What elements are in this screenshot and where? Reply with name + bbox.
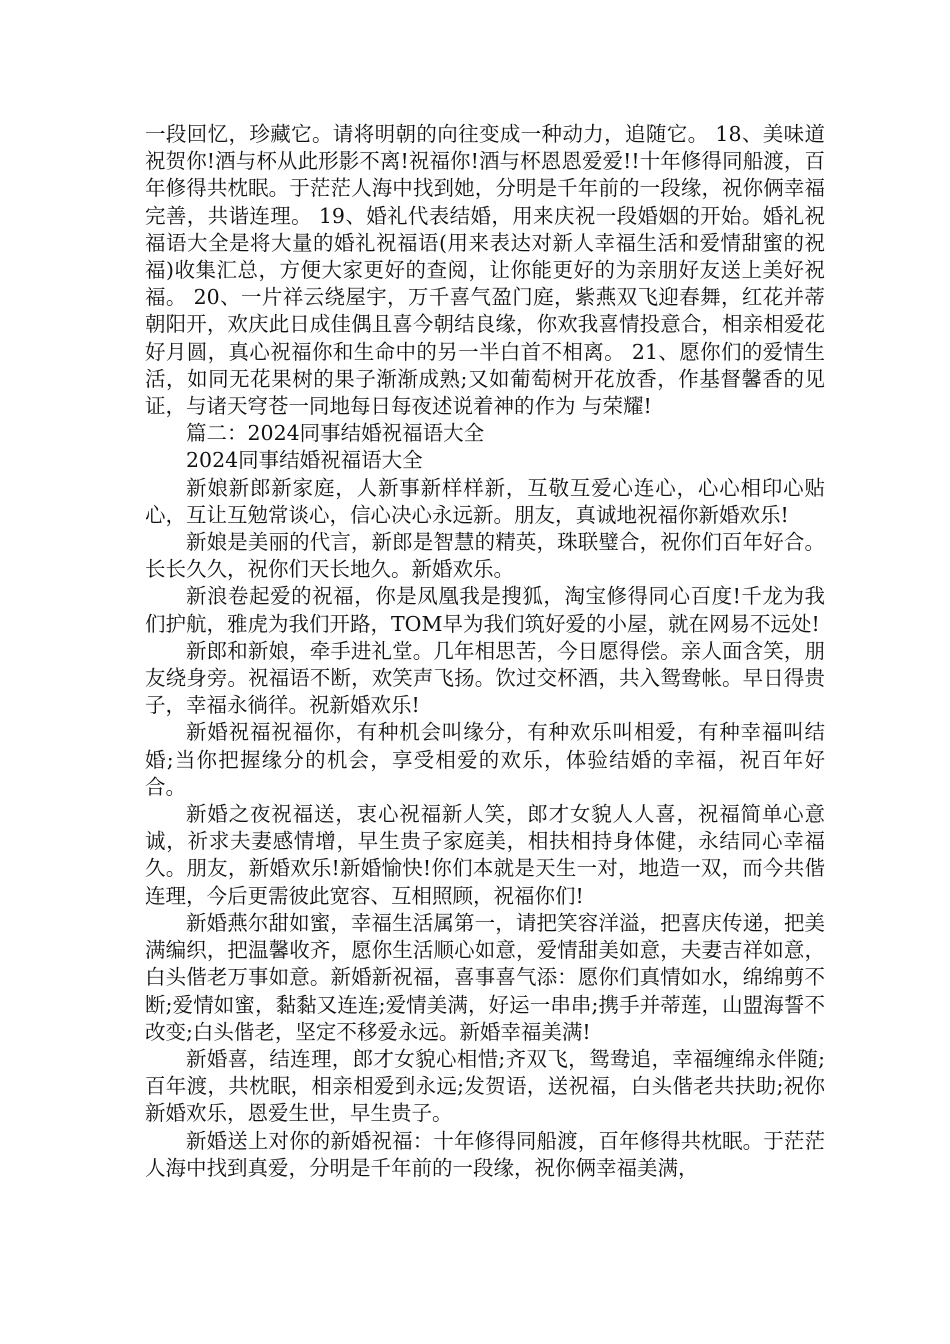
body-paragraph: 新婚祝福祝福你，有种机会叫缘分，有种欢乐叫相爱，有种幸福叫结婚;当你把握缘分的机会，享受相爱的欢乐，体验结婚的幸福，祝百年好合。 — [145, 720, 825, 799]
body-paragraph: 新婚喜，结连理，郎才女貌心相惜;齐双飞，鸳鸯追，幸福缠绵永伴随;百年渡，共枕眠，相亲相爱到永远;发贺语，送祝福，白头偕老共扶助;祝你新婚欢乐，恩爱生世，早生贵子。 — [145, 1046, 825, 1126]
body-paragraph: 新娘是美丽的代言，新郎是智慧的精英，珠联璧合，祝你们百年好合。长长久久，祝你们天长地久。新婚欢乐。 — [145, 530, 825, 582]
document-page — [145, 121, 825, 1182]
continuation-paragraph: 一段回忆，珍藏它。请将明朝的向往变成一种动力，追随它。 18、美味道祝贺你!酒与杯从此形影不离!祝福你!酒与杯恩恩爱爱!!十年修得同船渡，百年修得共枕眠。于茫茫人海中找到她，分明是千年前的一段缘，祝你俩幸福完善，共谐连理。 19、婚礼代表结婚，用来庆祝一段婚姻的开始。婚礼祝福语大全是将大量的婚礼祝福语(用来表达对新人幸福生活和爱情甜蜜的祝福)收集汇总，方便大家更好的查阅，让你能更好的为亲朋好友送上美好祝福。 20、一片祥云绕屋宇，万千喜气盈门庭，紫燕双飞迎春舞，红花并蒂朝阳开，欢庆此日成佳偶且喜今朝结良缘，你欢我喜情投意合，相亲相爱花好月圆，真心祝福你和生命中的另一半白首不相离。 21、愿你们的爱情生活，如同无花果树的果子渐渐成熟;又如葡萄树开花放香，作基督馨香的见证，与诸天穹苍一同地每日每夜述说着神的作为 与荣耀! — [145, 122, 825, 419]
body-paragraph: 新郎和新娘，牵手进礼堂。几年相思苦，今日愿得偿。亲人面含笑，朋友绕身旁。祝福语不断，欢笑声飞扬。饮过交杯酒，共入鸳鸯帐。早日得贵子，幸福永徜徉。祝新婚欢乐! — [145, 638, 825, 718]
section-heading: 篇二：2024同事结婚祝福语大全 — [186, 421, 485, 446]
body-paragraph: 新婚之夜祝福送，衷心祝福新人笑，郎才女貌人人喜，祝福简单心意诚，祈求夫妻感情增，早生贵子家庭美，相扶相持身体健，永结同心幸福久。朋友，新婚欢乐!新婚愉快!你们本就是天生一对，地造一双，而今共偕连理，今后更需彼此宽容、互相照顾，祝福你们! — [145, 802, 825, 908]
section-title: 2024同事结婚祝福语大全 — [186, 448, 423, 473]
body-paragraph: 新娘新郎新家庭，人新事新样样新，互敬互爱心连心，心心相印心贴心，互让互勉常谈心，信心决心永远新。朋友，真诚地祝福你新婚欢乐! — [145, 475, 825, 527]
body-paragraph: 新婚燕尔甜如蜜，幸福生活属第一，请把笑容洋溢，把喜庆传递，把美满编织，把温馨收齐，愿你生活顺心如意，爱情甜美如意，夫妻吉祥如意，白头偕老万事如意。新婚新祝福，喜事喜气添：愿你们真情如水，绵绵剪不断;爱情如蜜，黏黏又连连;爱情美满，好运一串串;携手并蒂莲，山盟海誓不改变;白头偕老，坚定不移爱永远。新婚幸福美满! — [145, 910, 825, 1044]
body-paragraph: 新浪卷起爱的祝福，你是凤凰我是搜狐，淘宝修得同心百度!千龙为我们护航，雅虎为我们开路，TOM早为我们筑好爱的小屋，就在网易不远处! — [145, 584, 825, 636]
body-paragraph: 新婚送上对你的新婚祝福：十年修得同船渡，百年修得共枕眠。于茫茫人海中找到真爱，分明是千年前的一段缘，祝你俩幸福美满， — [145, 1128, 825, 1180]
